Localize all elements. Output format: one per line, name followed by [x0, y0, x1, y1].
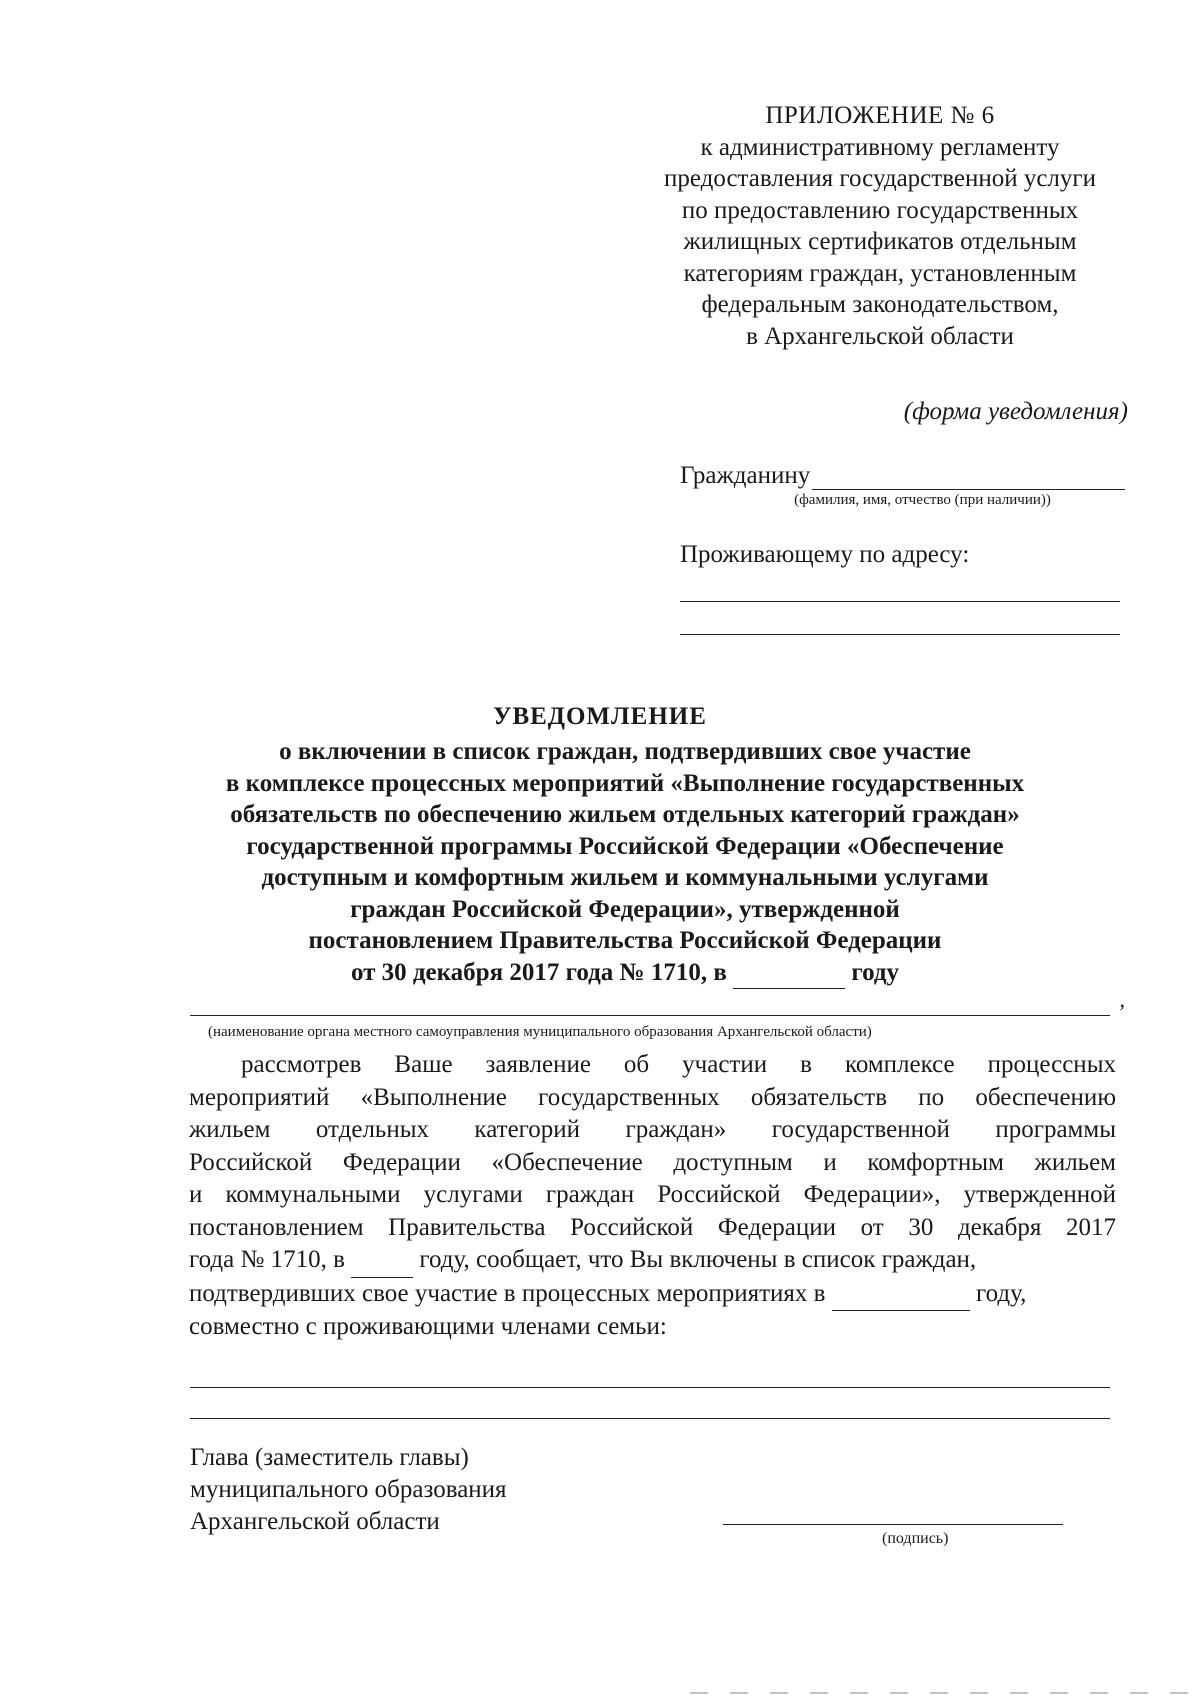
citizen-name-field[interactable] — [812, 467, 1125, 490]
citizen-row — [680, 462, 1125, 490]
org-comma: , — [1119, 987, 1125, 1012]
body-line-with-blank — [189, 1244, 1116, 1278]
org-caption: (наименование органа местного самоуправления муниципального образования Архангельской области) — [208, 1024, 872, 1040]
appendix-line: по предоставлению государственных — [681, 196, 1079, 224]
notice-title: УВЕДОМЛЕНИЕ — [493, 703, 707, 730]
notice-subtitle-line: доступным и комфортным жильем и коммунальными услугами — [261, 864, 989, 891]
notice-subtitle — [150, 736, 1100, 989]
appendix-line: к административному регламенту — [700, 133, 1060, 161]
body-line-part: году, — [976, 1279, 1027, 1307]
signature-field[interactable] — [723, 1524, 1063, 1525]
family-members-field-2[interactable] — [190, 1418, 1110, 1419]
notice-subtitle-line: постановлением Правительства Российской Федерации — [308, 927, 942, 954]
address-field-line-2[interactable] — [680, 634, 1120, 635]
body-line: жильем отдельных категорий граждан» государственной программы — [189, 1116, 1116, 1143]
appendix-line: предоставления государственной услуги — [663, 165, 1097, 192]
form-type-note: (форма уведомления) — [903, 398, 1128, 425]
notice-subtitle-line: обязательств по обеспечению жильем отдельных категорий граждан» — [230, 801, 1020, 828]
signer-line: Глава (заместитель главы) — [190, 1444, 469, 1471]
address-field-line-1[interactable] — [680, 601, 1120, 602]
body-line: мероприятий «Выполнение государственных обязательств по обеспечению — [189, 1083, 1116, 1111]
signer-line: муниципального образования — [190, 1476, 507, 1503]
scan-artifact — [690, 1692, 1190, 1694]
notice-date-text: от 30 декабря 2017 года № 1710, в — [350, 958, 727, 986]
citizen-caption: (фамилия, имя, отчество (при наличии)) — [794, 492, 1051, 508]
appendix-line: категориям граждан, установленным — [683, 259, 1077, 287]
notice-subtitle-line: о включении в список граждан, подтвердивших свое участие — [279, 738, 971, 765]
signer-line: Архангельской области — [190, 1508, 440, 1535]
signature-caption: (подпись) — [882, 1530, 949, 1547]
body-line: и коммунальными услугами граждан Российской Федерации», утвержденной — [189, 1181, 1116, 1208]
family-members-field-1[interactable] — [190, 1387, 1110, 1388]
body-line-part: подтвердивших свое участие в процессных мероприятиях в — [189, 1279, 826, 1307]
org-name-field[interactable] — [190, 1015, 1110, 1016]
citizen-label: Гражданину — [680, 462, 811, 489]
notice-subtitle-line: в комплексе процессных мероприятий «Выполнение государственных — [225, 769, 1025, 797]
appendix-line: в Архангельской области — [746, 322, 1014, 350]
body-line-with-blank — [189, 1278, 1116, 1312]
org-name-row — [190, 987, 1125, 1021]
body-line: совместно с проживающими членами семьи: — [189, 1313, 667, 1340]
body-line-part: году, сообщает, что Вы включены в список граждан, — [419, 1246, 977, 1273]
notice-subtitle-line: граждан Российской Федерации», утвержденной — [350, 895, 900, 923]
notice-year-word: году — [851, 958, 900, 986]
recipient-block — [680, 462, 1125, 635]
body-line: рассмотрев Ваше заявление об участии в комплексе процессных — [241, 1051, 1116, 1078]
year-blank-field-3[interactable] — [832, 1278, 970, 1312]
appendix-title: ПРИЛОЖЕНИЕ № 6 — [765, 102, 995, 129]
body-line-part: года № 1710, в — [189, 1246, 345, 1273]
body-line: Российской Федерации «Обеспечение доступным и комфортным жильем — [189, 1148, 1116, 1176]
year-blank-field[interactable] — [733, 957, 845, 990]
address-label: Проживающему по адресу: — [680, 541, 970, 568]
body-line: постановлением Правительства Российской Федерации от 30 декабря 2017 — [189, 1213, 1116, 1241]
notice-subtitle-line: государственной программы Российской Федерации «Обеспечение — [246, 832, 1004, 860]
notice-subtitle-last-line — [150, 957, 1100, 990]
year-blank-field-2[interactable] — [351, 1244, 413, 1278]
appendix-line: федеральным законодательством, — [701, 291, 1059, 318]
appendix-line: жилищных сертификатов отдельным — [683, 228, 1077, 255]
signer-block — [190, 1442, 507, 1538]
body-paragraph — [189, 1049, 1116, 1344]
appendix-header — [615, 100, 1145, 352]
